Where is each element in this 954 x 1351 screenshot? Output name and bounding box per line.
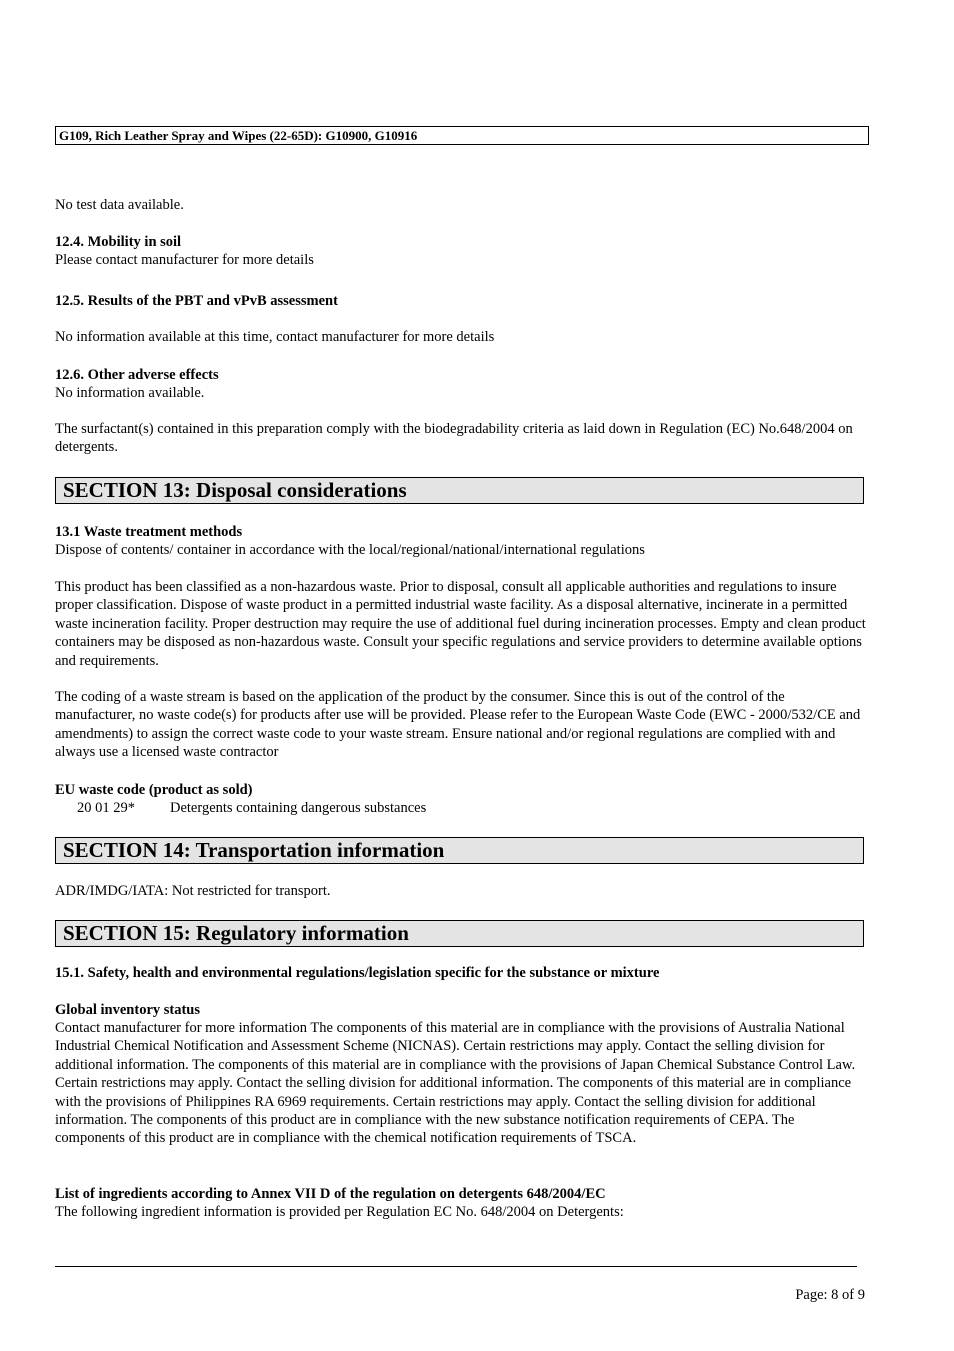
eu-waste-code-description: Detergents containing dangerous substances [170, 800, 427, 816]
global-inventory-text: Contact manufacturer for more information The components of this material are in compliance with the provisions of Australia National Industrial Chemical Notification and Assessment Scheme (NICNAS). Certain restrictions may apply. Contact the selling division for additional information. The components of this material are in compliance with the provisions of Japan Chemical Substance Control Law. Certain restrictions may apply. Contact the selling division for additional information. The components of this material are in compliance with the provisions of Philippines RA 6969 requirements. Certain restrictions may apply. Contact the selling division for additional information. The components of this product are in compliance with the new substance notification requirements of CEPA. The components of this product are in compliance with the chemical notification requirements of TSCA. [55, 1020, 856, 1147]
section-15-title: SECTION 15: Regulatory information [55, 920, 864, 947]
eu-waste-code-heading: EU waste code (product as sold) [55, 782, 253, 798]
ingredients-list-text: The following ingredient information is provided per Regulation EC No. 648/2004 on Detergents: [55, 1204, 624, 1220]
ingredients-list-heading: List of ingredients according to Annex VII D of the regulation on detergents 648/2004/EC [55, 1186, 606, 1202]
pbt-heading: 12.5. Results of the PBT and vPvB assessment [55, 293, 338, 309]
classified-waste-text: This product has been classified as a non-hazardous waste. Prior to disposal, consult all applicable authorities and regulations to insure proper classification. Dispose of waste product in a permitted industrial waste facility. As a disposal alternative, incinerate in a permitted waste incineration facility. Proper destruction may require the use of additional fuel during incineration processes. Empty and clean product containers may be disposed as non-hazardous waste. Consult your specific regulations and service providers to determine available options and requirements. [55, 579, 866, 669]
waste-coding-text: The coding of a waste stream is based on the application of the product by the consumer. Since this is out of the control of the manufacturer, no waste code(s) for products after use will be provided. Please refer to the European Waste Code (EWC - 2000/532/CE and amendments) to assign the correct waste code to your waste stream. Ensure national and/or regional regulations are complied with and always use a licensed waste contractor [55, 689, 861, 761]
section-14-title: SECTION 14: Transportation information [55, 837, 864, 864]
pbt-text: No information available at this time, contact manufacturer for more details [55, 329, 495, 345]
mobility-heading: 12.4. Mobility in soil [55, 234, 182, 250]
eu-waste-code: 20 01 29* [77, 800, 135, 816]
no-test-data-text: No test data available. [55, 197, 184, 213]
transport-text: ADR/IMDG/IATA: Not restricted for transport. [55, 883, 331, 899]
waste-treatment-text: Dispose of contents/ container in accordance with the local/regional/national/international regulations [55, 542, 645, 558]
footer-divider [55, 1266, 857, 1267]
mobility-text: Please contact manufacturer for more details [55, 252, 314, 268]
other-effects-heading: 12.6. Other adverse effects [55, 367, 219, 383]
section-13-title: SECTION 13: Disposal considerations [55, 477, 864, 504]
waste-treatment-heading: 13.1 Waste treatment methods [55, 524, 243, 540]
other-effects-text: No information available. [55, 385, 205, 401]
document-header: G109, Rich Leather Spray and Wipes (22-65D): G10900, G10916 [55, 126, 869, 145]
surfactant-text: The surfactant(s) contained in this preparation comply with the biodegradability criteria as laid down in Regulation (EC) No.648/2004 on detergents. [55, 421, 853, 456]
page-number: Page: 8 of 9 [795, 1287, 865, 1303]
safety-regulations-heading: 15.1. Safety, health and environmental regulations/legislation specific for the substance or mixture [55, 965, 660, 981]
global-inventory-heading: Global inventory status [55, 1002, 201, 1018]
